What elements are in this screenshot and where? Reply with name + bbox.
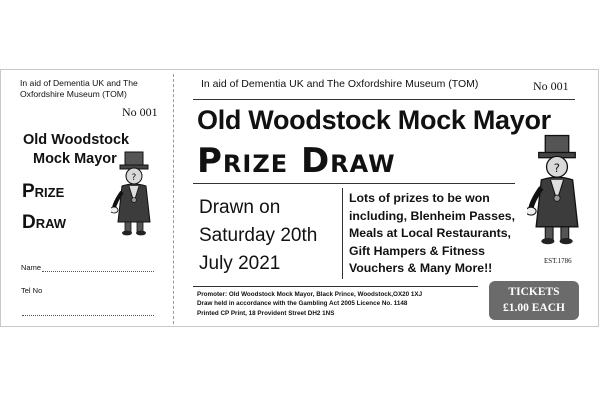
top-divider: [193, 99, 575, 100]
tickets-label: TICKETS: [508, 286, 560, 298]
prize-draw-heading: Prize Draw: [197, 141, 396, 181]
stub-title-line2: Mock Mayor: [33, 151, 117, 167]
ticket-number: No 001: [533, 79, 569, 93]
name-label: Name: [21, 263, 42, 272]
stub-prize-draw: [22, 176, 66, 238]
stub-extra-line[interactable]: [21, 308, 154, 316]
stub-prize-line2: Draw: [22, 212, 67, 233]
stub-prize-line1: Prize: [22, 181, 65, 202]
stub-aid-text: In aid of Dementia UK and The Oxfordshire Museum (TOM): [20, 78, 138, 99]
prizes-description: Lots of prizes to be won including, Blenheim Passes, Meals at Local Restaurants, Gift Hampers & Fitness Vouchers & Many More!!: [349, 191, 516, 275]
printer-line: Printed CP Print, 18 Provident Street DH2 1NS: [197, 309, 335, 317]
vertical-divider: [342, 188, 343, 279]
svg-text:?: ?: [553, 161, 560, 176]
footer-divider: [193, 286, 478, 287]
established-label: EST.1786: [544, 257, 572, 265]
blank-line: [22, 308, 154, 316]
ticket-stub: [1, 70, 173, 326]
raffle-ticket: [0, 69, 599, 327]
aid-text: In aid of Dementia UK and The Oxfordshire Museum (TOM): [201, 78, 479, 90]
heading-divider: [193, 183, 515, 184]
name-line: [42, 264, 154, 272]
promoter-line: Promoter: Old Woodstock Mock Mayor, Black Prince, Woodstock,OX20 1XJ: [197, 291, 423, 298]
mayor-figure-icon: [527, 130, 587, 248]
stub-tel-field[interactable]: [21, 286, 42, 295]
tickets-price-badge: [489, 281, 579, 320]
stub-ticket-number: No 001: [122, 105, 158, 119]
svg-text:?: ?: [131, 173, 137, 183]
draw-date: Drawn on Saturday 20th July 2021: [199, 197, 318, 274]
licence-line: Draw held in accordance with the Gambling Act 2005 Licence No. 1148: [197, 300, 408, 308]
tickets-price: £1.00 EACH: [503, 302, 565, 314]
promoter-info: [197, 290, 477, 318]
stub-name-field[interactable]: [21, 263, 154, 272]
main-title: Old Woodstock Mock Mayor: [197, 105, 551, 135]
stub-title-line1: Old Woodstock: [23, 132, 130, 148]
tel-label: Tel No: [21, 286, 43, 295]
mayor-figure-icon: [111, 150, 157, 236]
perforation-line: [173, 74, 174, 324]
